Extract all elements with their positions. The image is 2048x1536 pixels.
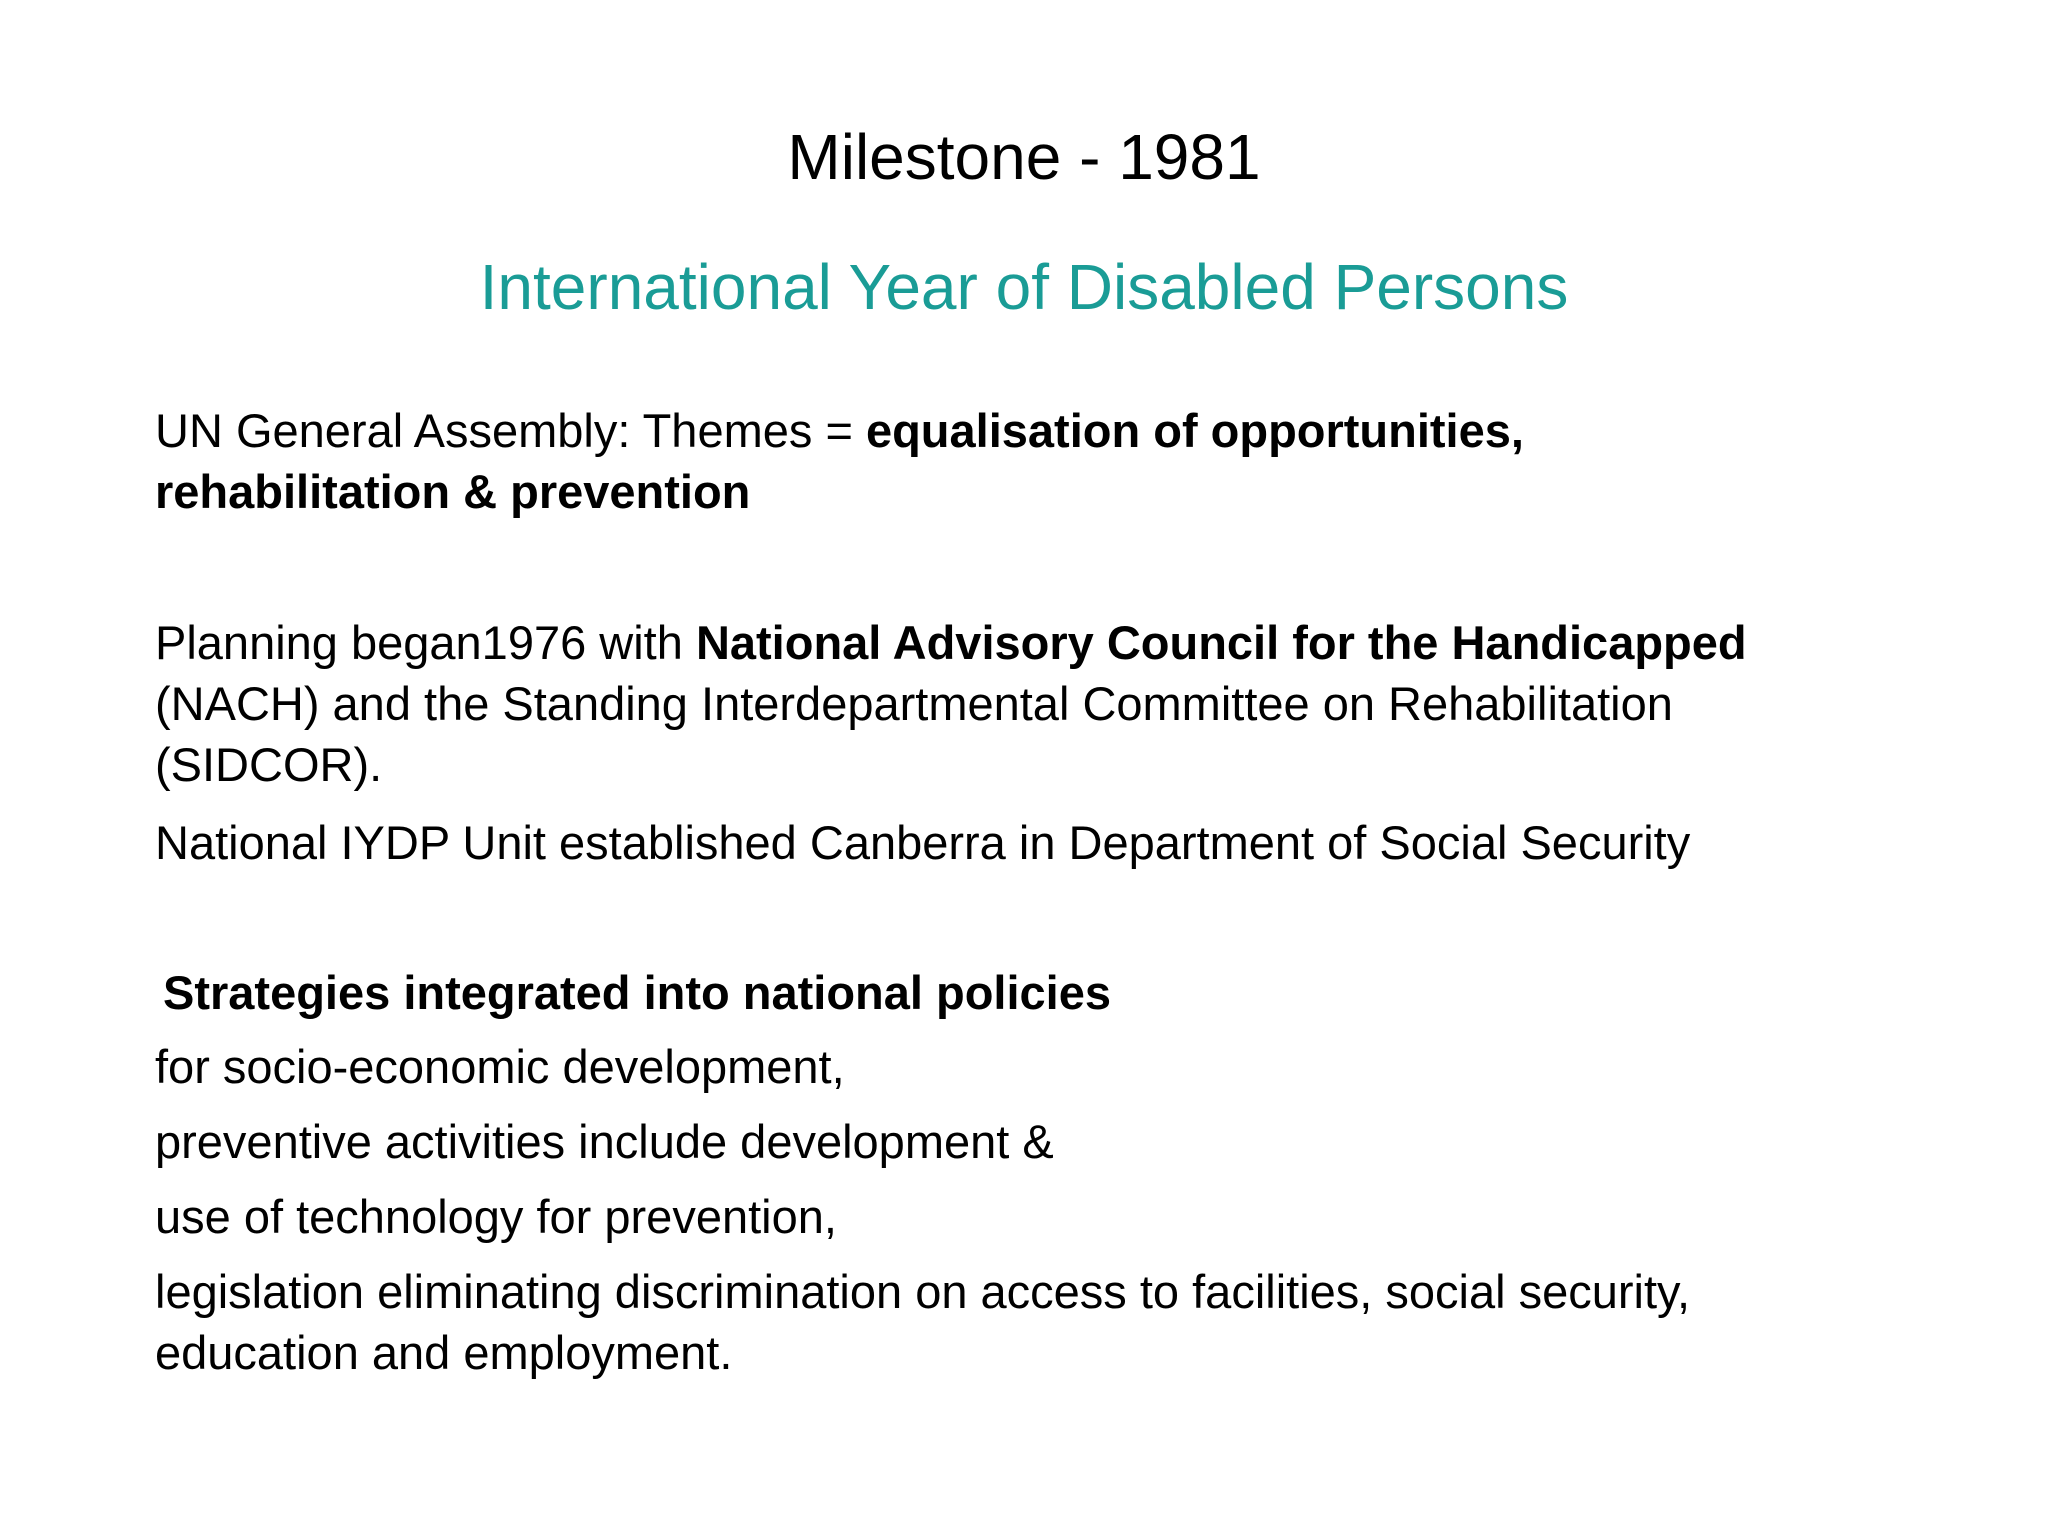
iydp-unit-text [155, 812, 1915, 873]
planning-prefix: Planning began1976 with [155, 616, 696, 669]
strategy-line: for socio-economic development, [155, 1040, 845, 1093]
strategy-item [155, 1036, 1915, 1097]
strategy-line: legislation eliminating discrimination on access to facilities, social security, [155, 1265, 1691, 1318]
nach-name: National Advisory Council for the Handicapped [695, 616, 1747, 669]
strategy-item [155, 1186, 1915, 1247]
un-assembly-line-1 [155, 400, 1915, 461]
un-assembly-prefix: UN General Assembly: Themes = [155, 404, 866, 457]
themes-bold-1: equalisation of opportunities, [865, 404, 1524, 457]
strategies-heading [163, 962, 1923, 1023]
strategies-heading-text: Strategies integrated into national policies [163, 966, 1112, 1019]
planning-line-1 [155, 612, 1915, 673]
themes-bold-2: rehabilitation & prevention [155, 465, 751, 518]
strategy-line: use of technology for prevention, [155, 1190, 837, 1243]
un-assembly-themes [155, 400, 1915, 522]
iydp-unit-line: National IYDP Unit established Canberra in Department of Social Security [155, 816, 1691, 869]
strategy-item [155, 1111, 1915, 1172]
slide-title: Milestone - 1981 [787, 121, 1261, 193]
slide-subtitle: International Year of Disabled Persons [479, 251, 1569, 323]
strategy-item [155, 1261, 1915, 1383]
planning-line-2: (NACH) and the Standing Interdepartmental Committee on Rehabilitation [155, 677, 1673, 730]
strategy-line: preventive activities include development & [155, 1115, 1054, 1168]
planning-line-3: (SIDCOR). [155, 738, 383, 791]
planning-paragraph [155, 612, 1915, 795]
strategy-line: education and employment. [155, 1326, 733, 1379]
